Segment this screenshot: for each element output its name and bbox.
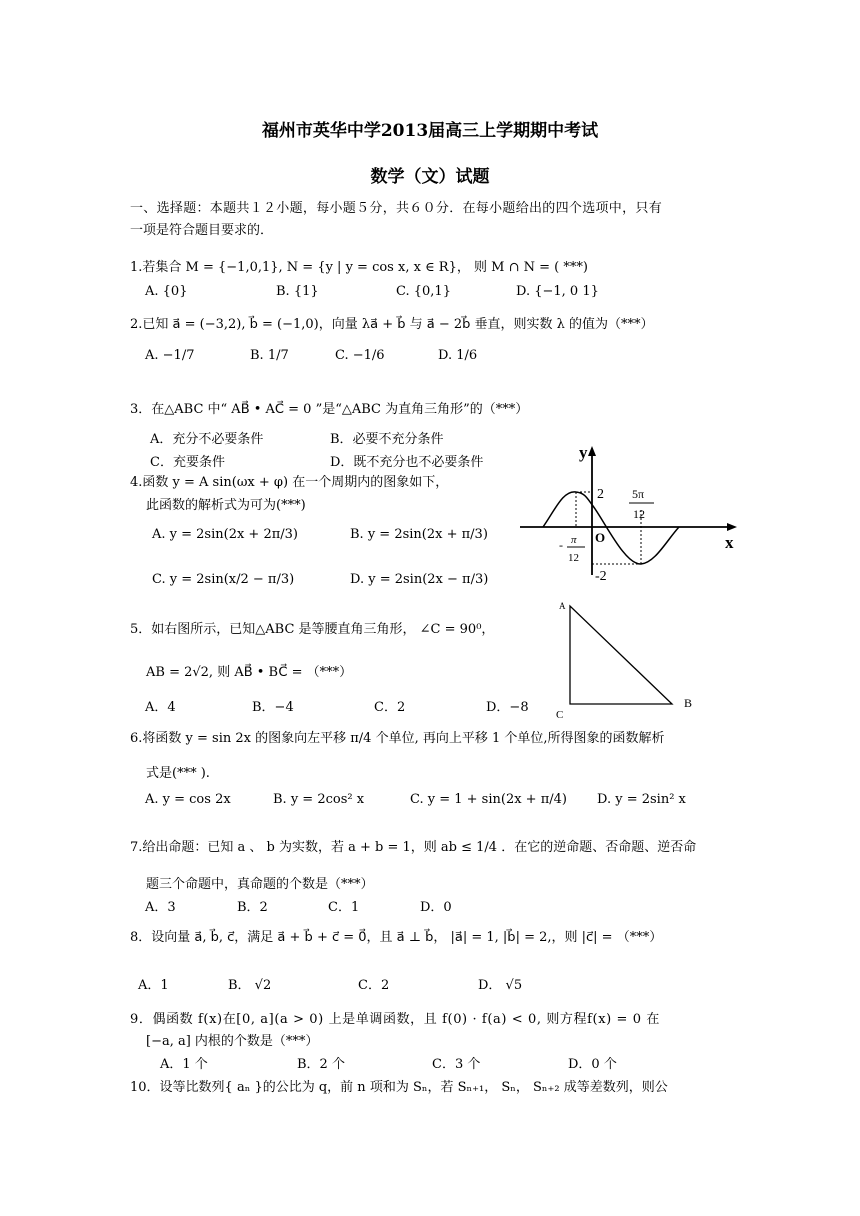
sine-curve: [543, 492, 679, 564]
q4-option-d: D. y = 2sin(2x − π/3): [350, 572, 489, 587]
question-5-stem-line2: AB = 2√2, 则 AB⃗ • BC⃗ = （***）: [146, 665, 353, 680]
peak-label: 2: [597, 487, 604, 502]
q6-option-a: A. y = cos 2x: [145, 792, 231, 807]
q5-option-a: A．4: [145, 700, 176, 715]
q8-option-a: A．1: [138, 978, 169, 993]
q6-option-c: C. y = 1 + sin(2x + π/4): [410, 792, 567, 807]
q1-option-d: D. {−1, 0 1}: [516, 284, 599, 299]
triangle-figure: [550, 598, 710, 718]
q4-option-c: C. y = 2sin(x/2 − π/3): [152, 572, 295, 587]
question-1-stem: 1.若集合 M = {−1,0,1}, N = {y | y = cos x, x ∈ R}， 则 M ∩ N = ( ***): [130, 260, 588, 275]
question-4-stem-line2: 此函数的解析式为可为(***): [146, 498, 306, 513]
q9-option-b: B．2 个: [297, 1057, 345, 1072]
q4-option-a: A. y = 2sin(2x + 2π/3): [152, 527, 298, 542]
q7-option-d: D．0: [420, 900, 452, 915]
q7-option-b: B．2: [237, 900, 268, 915]
q7-option-a: A．3: [145, 900, 176, 915]
question-9-stem-line2: [−a, a] 内根的个数是（***）: [146, 1034, 319, 1049]
q2-option-b: B. 1/7: [250, 348, 289, 363]
section-intro-line2: 一项是符合题目要求的．: [130, 223, 274, 238]
q2-option-a: A. −1/7: [145, 348, 195, 363]
triangle-abc: [570, 606, 672, 704]
q3-option-a: A．充分不必要条件: [150, 432, 264, 447]
question-5-stem: 5．如右图所示，已知△ABC 是等腰直角三角形， ∠C = 90⁰，: [130, 622, 495, 637]
vertex-c-label: C: [556, 709, 564, 718]
right-tick-den: 12: [633, 507, 645, 521]
left-tick-den: 12: [568, 552, 579, 564]
q9-option-c: C．3 个: [432, 1057, 481, 1072]
question-9-stem: 9．偶函数 f(x)在[0, a](a > 0) 上是单调函数，且 f(0) · f(a) < 0, 则方程f(x) = 0 在: [130, 1012, 660, 1027]
origin-label: O: [595, 530, 606, 545]
q3-option-c: C．充要条件: [150, 455, 225, 470]
question-10-stem: 10．设等比数列{ aₙ }的公比为 q，前 n 项和为 Sₙ，若 Sₙ₊₁， Sₙ， Sₙ₊₂ 成等差数列，则公: [130, 1080, 668, 1095]
q3-option-b: B．必要不充分条件: [330, 432, 444, 447]
vertex-b-label: B: [684, 696, 693, 710]
trough-label: -2: [595, 569, 607, 580]
q6-option-d: D. y = 2sin² x: [597, 792, 686, 807]
q2-option-c: C. −1/6: [335, 348, 385, 363]
question-7-stem: 7.给出命题：已知 a 、 b 为实数，若 a + b = 1，则 ab ≤ 1/4 ．在它的逆命题、否命题、逆否命: [130, 840, 697, 855]
question-7-stem-line2: 题三个命题中，真命题的个数是（***）: [146, 877, 374, 892]
q7-option-c: C．1: [328, 900, 360, 915]
q8-option-c: C．2: [358, 978, 390, 993]
x-axis-label: x: [725, 533, 734, 552]
question-4-stem: 4.函数 y = A sin(ωx + φ) 在一个周期内的图象如下，: [130, 475, 449, 490]
q6-option-b: B. y = 2cos² x: [273, 792, 365, 807]
q9-option-d: D．0 个: [568, 1057, 617, 1072]
right-tick-num: 5π: [632, 487, 645, 501]
question-6-stem-line2: 式是(*** ).: [146, 766, 210, 781]
question-2-stem: 2.已知 a⃗ = (−3,2), b⃗ = (−1,0)，向量 λa⃗ + b⃗ 与 a⃗ − 2b⃗ 垂直，则实数 λ 的值为（***）: [130, 317, 654, 332]
y-axis-label: y: [579, 443, 588, 462]
q3-option-d: D．既不充分也不必要条件: [330, 455, 484, 470]
page-title: 福州市英华中学2013届高三上学期期中考试: [261, 121, 599, 141]
q5-option-c: C．2: [374, 700, 406, 715]
question-3-stem: 3．在△ABC 中“ AB⃗ • AC⃗ = 0 ”是“△ABC 为直角三角形”的（***）: [130, 402, 529, 417]
section-intro-line1: 一、选择题：本题共１２小题，每小题５分，共６０分．在每小题给出的四个选项中，只有: [130, 201, 663, 216]
q1-option-b: B. {1}: [276, 284, 319, 299]
x-axis-arrow: [727, 523, 737, 531]
left-tick-num: π: [571, 534, 577, 546]
y-axis-arrow: [588, 446, 596, 456]
q2-option-d: D. 1/6: [438, 348, 478, 363]
left-tick-sign: -: [559, 538, 563, 552]
q5-option-b: B．−4: [252, 700, 294, 715]
question-8-stem: 8．设向量 a⃗, b⃗, c⃗，满足 a⃗ + b⃗ + c⃗ = 0⃗，且 a⃗ ⊥ b⃗， |a⃗| = 1, |b⃗| = 2,，则 |c⃗| = （***）: [130, 930, 663, 945]
q5-option-d: D．−8: [486, 700, 529, 715]
q1-option-a: A. {0}: [145, 284, 188, 299]
sine-graph-figure: [515, 440, 745, 580]
q4-option-b: B. y = 2sin(2x + π/3): [350, 527, 488, 542]
q8-option-d: D． √5: [478, 978, 523, 993]
q1-option-c: C. {0,1}: [396, 284, 451, 299]
q9-option-a: A．1 个: [160, 1057, 208, 1072]
page-subtitle: 数学（文）试题: [370, 167, 490, 187]
q8-option-b: B． √2: [228, 978, 272, 993]
vertex-a-label: A: [559, 601, 566, 611]
question-6-stem: 6.将函数 y = sin 2x 的图象向左平移 π/4 个单位, 再向上平移 1 个单位,所得图象的函数解析: [130, 731, 665, 746]
